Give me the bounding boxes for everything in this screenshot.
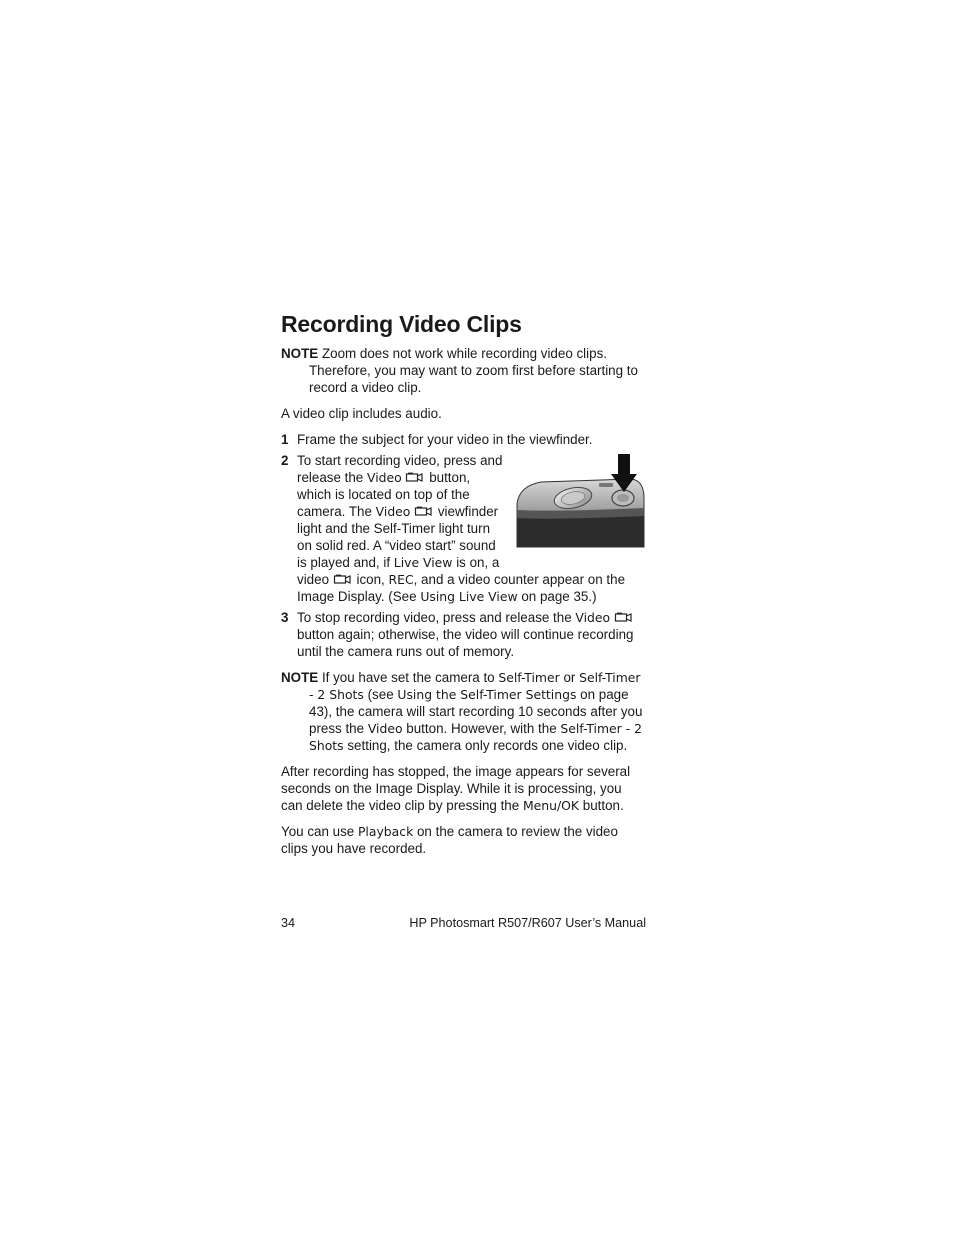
step-1	[281, 431, 646, 448]
using-live-view-link: Using Live View	[420, 589, 518, 604]
video-camera-icon	[333, 574, 353, 585]
step-text: Frame the subject for your video in the viewfinder.	[297, 432, 593, 447]
video-button-ref: Video	[375, 504, 411, 519]
step-number: 3	[281, 610, 289, 625]
self-timer-2-shots-ref: Self-Timer - 2 Shots	[309, 721, 642, 753]
video-camera-icon	[405, 472, 425, 483]
step-2: 2 To start recording video, press and release the Video button, which is located on top of the camera. The Video viewfinder light and the Self-Timer light turn on solid red. A “video start” sound is played and, if Live View is on, a video icon, REC, and a video counter appear on the Image Display. (See Using Live View on page 35.)	[281, 452, 646, 605]
intro-paragraph: A video clip includes audio.	[281, 406, 442, 421]
rec-indicator-ref: REC	[388, 572, 414, 587]
note-text: Zoom does not work while recording video clips. Therefore, you may want to zoom first before starting to record a video clip.	[309, 346, 638, 395]
menu-ok-ref: Menu/OK	[522, 798, 580, 813]
step-number: 1	[281, 432, 289, 447]
steps-list	[281, 431, 646, 660]
page-number: 34	[281, 916, 296, 930]
video-button-ref: Video	[575, 610, 611, 625]
page-content	[281, 310, 646, 866]
manual-title: HP Photosmart R507/R607 User’s Manual	[409, 916, 646, 930]
playback-paragraph: You can use Playback on the camera to review the video clips you have recorded.	[281, 824, 618, 856]
video-button-ref: Video	[367, 470, 402, 485]
note-label: NOTE	[281, 670, 319, 685]
playback-ref: Playback	[357, 824, 414, 839]
live-view-ref: Live View	[393, 555, 453, 570]
self-timer-settings-link: Using the Self-Timer Settings	[397, 687, 577, 702]
camera-top-illustration	[511, 452, 646, 556]
note-zoom	[281, 345, 646, 396]
self-timer-ref: Self-Timer	[498, 670, 560, 685]
video-camera-icon	[614, 612, 634, 623]
step-number: 2	[281, 453, 289, 468]
note-self-timer: NOTE If you have set the camera to Self-Timer or Self-Timer - 2 Shots (see Using the Self-Timer Settings on page 43), the camera will start recording 10 seconds after you press the Video button. However, with the Self-Timer - 2 Shots setting, the camera only records one video clip.	[281, 670, 643, 753]
note-label: NOTE	[281, 346, 319, 361]
after-recording-paragraph: After recording has stopped, the image appears for several seconds on the Image Display. While it is processing, you can delete the video clip by pressing the Menu/OK button.	[281, 764, 631, 813]
video-button-ref: Video	[367, 721, 403, 736]
self-timer-2-shots-ref: Self-Timer - 2 Shots	[309, 670, 641, 702]
video-camera-icon	[414, 506, 434, 517]
page-title: Recording Video Clips	[281, 311, 522, 337]
step-3: 3 To stop recording video, press and release the Video button again; otherwise, the video will continue recording until the camera runs out of memory.	[281, 610, 634, 659]
